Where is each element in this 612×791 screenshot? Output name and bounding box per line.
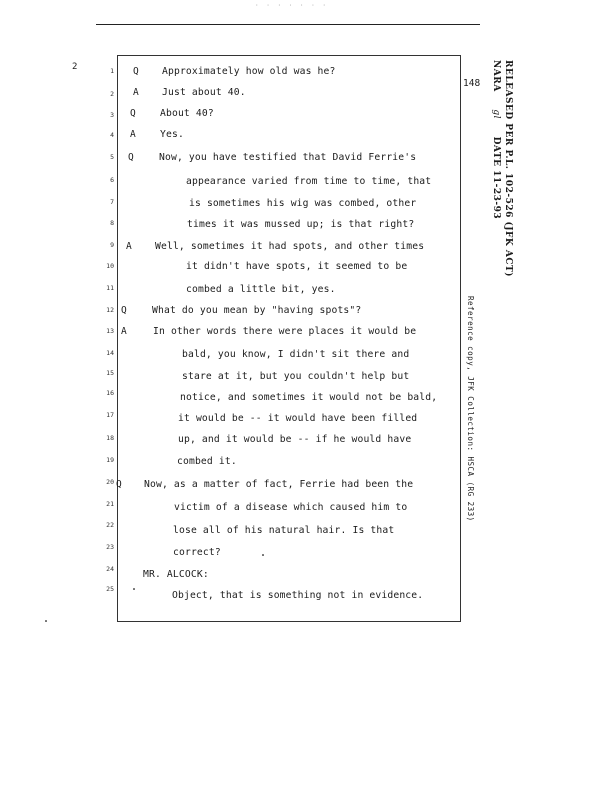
transcript-line: notice, and sometimes it would not be bald,	[180, 392, 438, 403]
scan-smudge: · · · · · · ·	[255, 2, 328, 9]
line-number: 12	[106, 306, 114, 314]
speaker-label: Q	[130, 108, 136, 119]
transcript-line: victim of a disease which caused him to	[174, 502, 408, 513]
line-number: 6	[110, 176, 114, 184]
release-stamp	[503, 60, 513, 277]
line-number: 21	[106, 500, 114, 508]
scan-speck	[133, 588, 135, 590]
transcript-line: Now, you have testified that David Ferrie's	[159, 152, 417, 163]
scan-speck	[262, 554, 264, 556]
transcript-line: correct?	[173, 547, 221, 558]
transcript-line: stare at it, but you couldn't help but	[182, 371, 410, 382]
line-number: 5	[110, 153, 114, 161]
speaker-label: Q	[121, 305, 127, 316]
line-number: 15	[106, 369, 114, 377]
transcript-line: combed a little bit, yes.	[186, 284, 336, 295]
line-number: 20	[106, 478, 114, 486]
transcript-line: times it was mussed up; is that right?	[187, 219, 415, 230]
speaker-label: Q	[116, 479, 122, 490]
line-number: 13	[106, 327, 114, 335]
release-stamp-line2: NARA	[491, 60, 501, 92]
transcript-line: combed it.	[177, 456, 237, 467]
line-number: 25	[106, 585, 114, 593]
transcript-line: Now, as a matter of fact, Ferrie had been the	[144, 479, 414, 490]
line-number: 22	[106, 521, 114, 529]
top-rule	[96, 24, 480, 25]
speaker-label: A	[126, 241, 132, 252]
margin-mark: 2	[72, 62, 78, 72]
line-number: 16	[106, 389, 114, 397]
line-number: 17	[106, 411, 114, 419]
transcript-line: What do you mean by "having spots"?	[152, 305, 362, 316]
transcript-line: up, and it would be -- if he would have	[178, 434, 412, 445]
speaker-label: A	[130, 129, 136, 140]
line-number: 10	[106, 262, 114, 270]
speaker-label: A	[121, 326, 127, 337]
transcript-line: lose all of his natural hair. Is that	[173, 525, 395, 536]
transcript-line: MR. ALCOCK:	[143, 569, 209, 580]
transcript-line: it would be -- it would have been filled	[178, 413, 418, 424]
transcript-line: is sometimes his wig was combed, other	[189, 198, 417, 209]
line-number: 4	[110, 131, 114, 139]
release-stamp-line1: RELEASED PER P.L. 102-526 (JFK ACT)	[503, 60, 513, 277]
release-stamp-initials: gl	[491, 109, 501, 119]
transcript-line: bald, you know, I didn't sit there and	[182, 349, 410, 360]
speaker-label: Q	[128, 152, 134, 163]
line-number: 19	[106, 456, 114, 464]
speaker-label: Q	[133, 66, 139, 77]
line-number: 18	[106, 434, 114, 442]
line-number: 11	[106, 284, 114, 292]
line-number: 14	[106, 349, 114, 357]
page-number: 148	[463, 78, 481, 89]
line-number: 23	[106, 543, 114, 551]
transcript-line: Just about 40.	[162, 87, 246, 98]
release-stamp-date	[491, 60, 501, 219]
line-number: 7	[110, 198, 114, 206]
transcript-line: it didn't have spots, it seemed to be	[186, 261, 408, 272]
transcript-line: About 40?	[160, 108, 214, 119]
transcript-line: Well, sometimes it had spots, and other times	[155, 241, 425, 252]
transcript-line: Approximately how old was he?	[162, 66, 336, 77]
transcript-line: appearance varied from time to time, that	[186, 176, 432, 187]
line-number: 1	[110, 67, 114, 75]
line-number: 2	[110, 90, 114, 98]
transcript-line: In other words there were places it would be	[153, 326, 417, 337]
line-number: 9	[110, 241, 114, 249]
transcript-line: Object, that is something not in evidence.	[172, 590, 424, 601]
line-number: 3	[110, 111, 114, 119]
reference-note: Reference copy, JFK Collection: HSCA (RG 233)	[466, 296, 475, 522]
line-number: 24	[106, 565, 114, 573]
release-stamp-date-text: DATE 11-23-93	[491, 136, 501, 220]
line-number: 8	[110, 219, 114, 227]
scan-speck	[45, 620, 47, 622]
transcript-frame	[117, 55, 461, 622]
speaker-label: A	[133, 87, 139, 98]
transcript-line: Yes.	[160, 129, 184, 140]
